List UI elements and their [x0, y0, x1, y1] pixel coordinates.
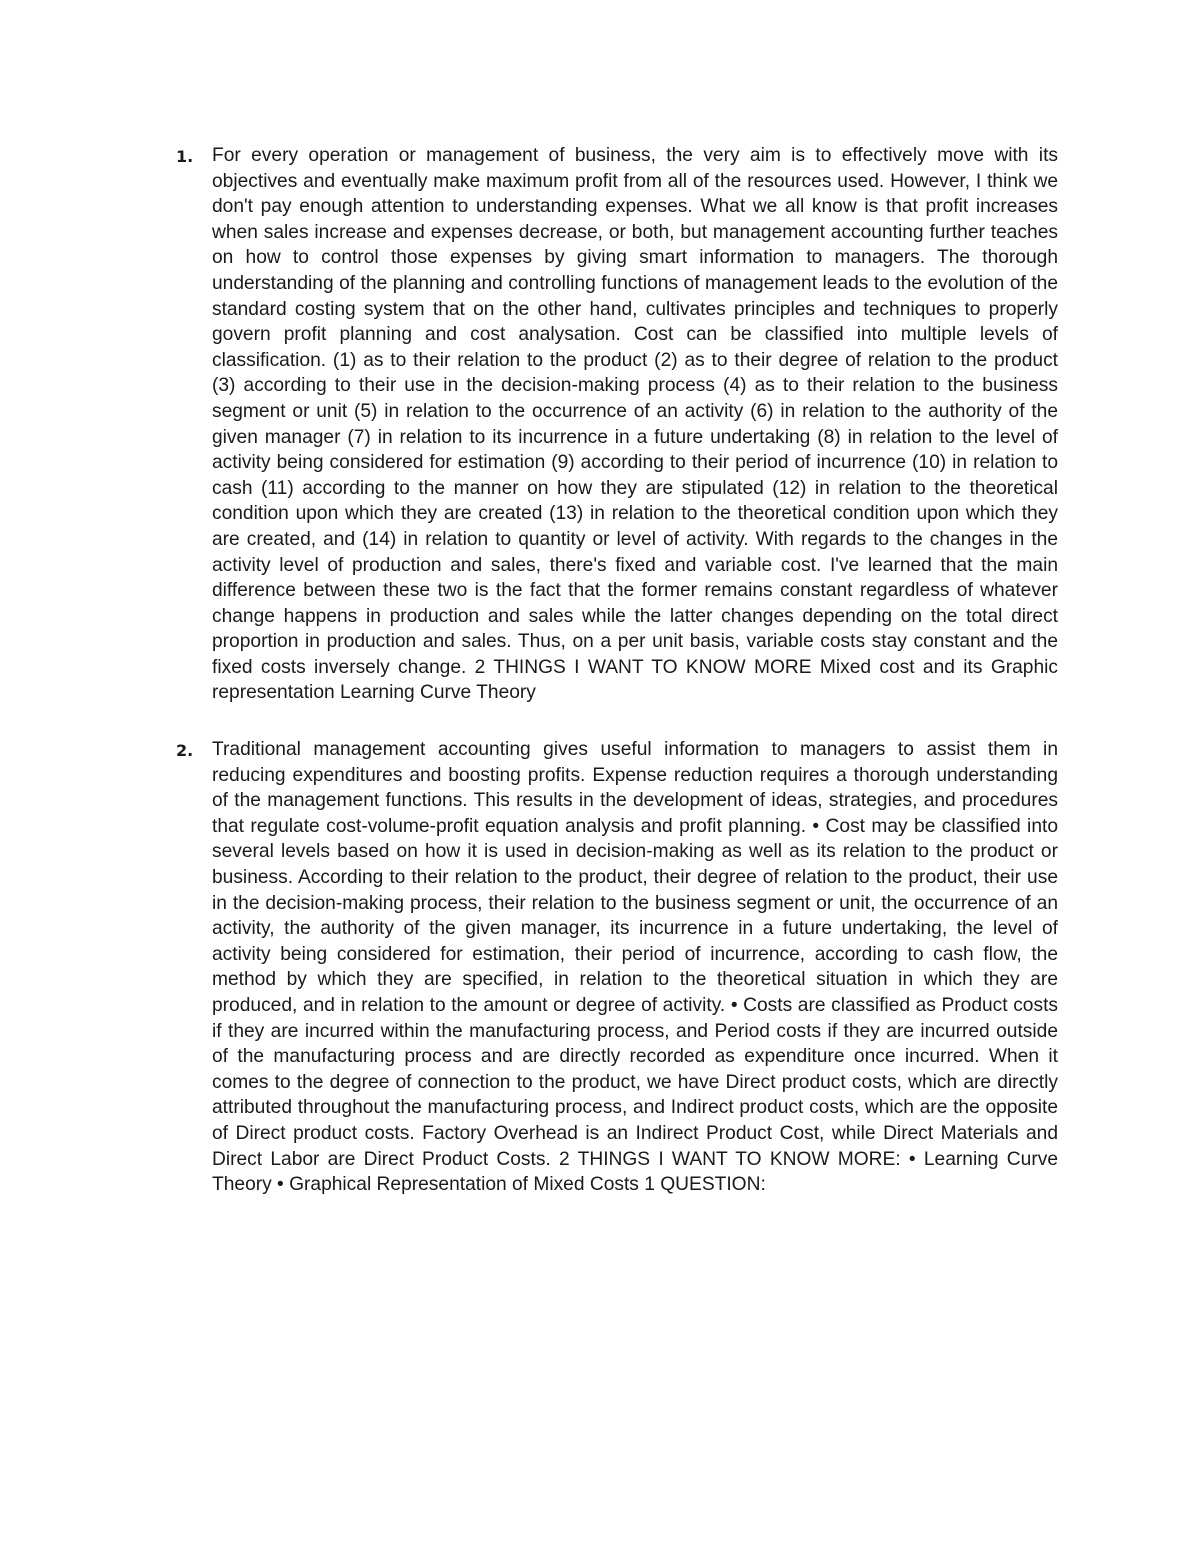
numbered-list: [170, 143, 1058, 1198]
list-item: [170, 143, 1058, 706]
list-item-paragraph: For every operation or management of business, the very aim is to effectively move with its objectives and eventually make maximum profit from all of the resources used. However, I think we don't pay enough attention to understanding expenses. What we all know is that profit increases when sales increase and expenses decrease, or both, but management accounting further teaches on how to control those expenses by giving smart information to managers. The thorough understanding of the planning and controlling functions of management leads to the evolution of the standard costing system that on the other hand, cultivates principles and techniques to properly govern profit planning and cost analysation. Cost can be classified into multiple levels of classification. (1) as to their relation to the product (2) as to their degree of relation to the product (3) according to their use in the decision-making process (4) as to their relation to the business segment or unit (5) in relation to the occurrence of an activity (6) in relation to the authority of the given manager (7) in relation to its incurrence in a future undertaking (8) in relation to the level of activity being considered for estimation (9) according to their period of incurrence (10) in relation to cash (11) according to the manner on how they are stipulated (12) in relation to the theoretical condition upon which they are created (13) in relation to the theoretical condition upon which they are created, and (14) in relation to quantity or level of activity. With regards to the changes in the activity level of production and sales, there's fixed and variable cost. I've learned that the main difference between these two is the fact that the former remains constant regardless of whatever change happens in production and sales while the latter changes depending on the total direct proportion in production and sales. Thus, on a per unit basis, variable costs stay constant and the fixed costs inversely change. 2 THINGS I WANT TO KNOW MORE Mixed cost and its Graphic representation Learning Curve Theory: [212, 145, 1058, 704]
list-item-number: 2.: [176, 741, 194, 761]
list-item-paragraph: Traditional management accounting gives useful information to managers to assist them in reducing expenditures and boosting profits. Expense reduction requires a thorough understanding of the management functions. This results in the development of ideas, strategies, and procedures that regulate cost-volume-profit equation analysis and profit planning. • Cost may be classified into several levels based on how it is used in decision-making as well as its relation to the product or business. According to their relation to the product, their degree of relation to the product, their use in the decision-making process, their relation to the business segment or unit, the occurrence of an activity, the authority of the given manager, its incurrence in a future undertaking, the level of activity being considered for estimation, their period of incurrence, according to cash flow, the method by which they are specified, in relation to the theoretical situation in which they are produced, and in relation to the amount or degree of activity. • Costs are classified as Product costs if they are incurred within the manufacturing process, and Period costs if they are incurred outside of the manufacturing process and are directly recorded as expenditure once incurred. When it comes to the degree of connection to the product, we have Direct product costs, which are directly attributed throughout the manufacturing process, and Indirect product costs, which are the opposite of Direct product costs. Factory Overhead is an Indirect Product Cost, while Direct Materials and Direct Labor are Direct Product Costs. 2 THINGS I WANT TO KNOW MORE: • Learning Curve Theory • Graphical Representation of Mixed Costs 1 QUESTION:: [212, 739, 1058, 1196]
list-item: [170, 737, 1058, 1198]
list-item-number: 1.: [176, 147, 194, 166]
